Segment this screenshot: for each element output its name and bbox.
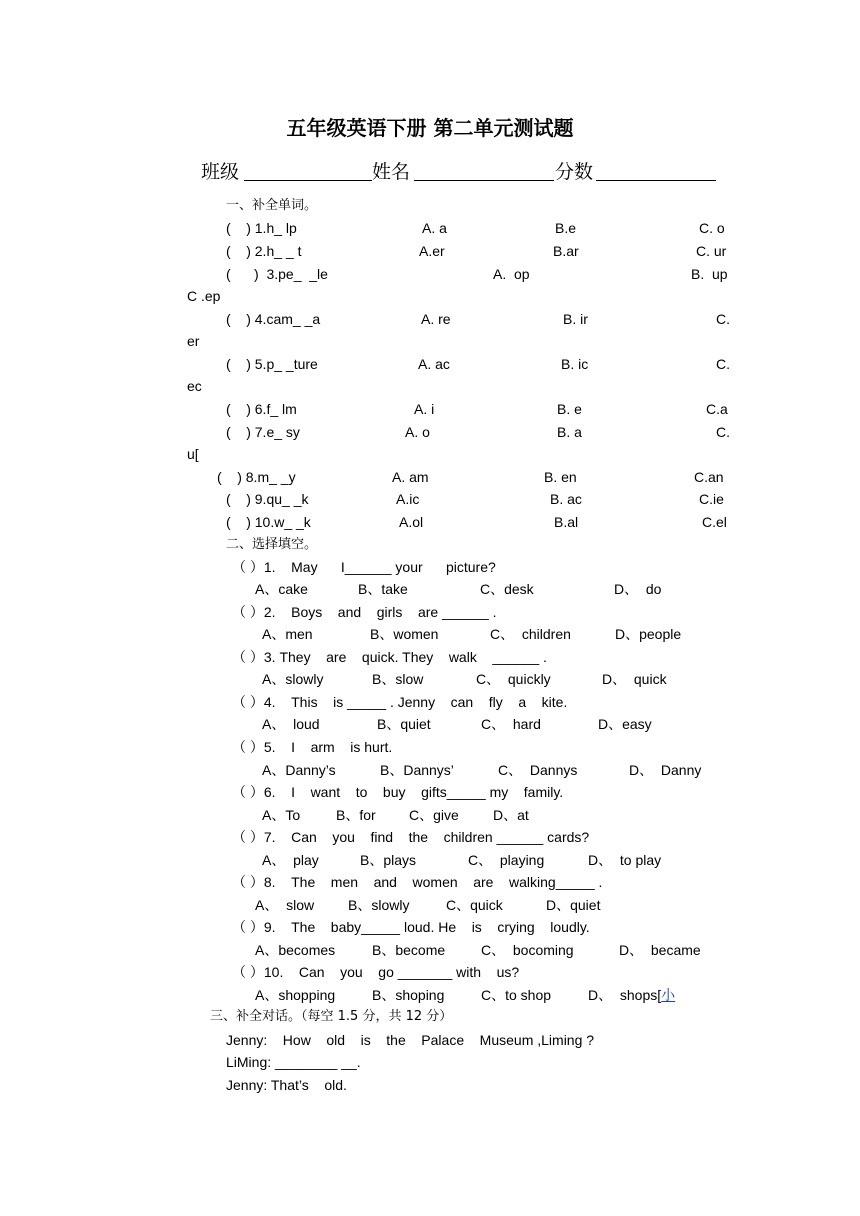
option-b: B、Dannys’ [380, 762, 454, 778]
option-b: B. ir [563, 311, 588, 327]
option-c: C.a [706, 401, 728, 417]
question: （ ）4. This is _____ . Jenny can fly a kite. [232, 694, 568, 710]
option-c: C、 hard [481, 716, 541, 732]
option-c: C. [716, 424, 730, 440]
option-c: C. [716, 356, 730, 372]
class-blank[interactable] [244, 162, 372, 181]
question: （ ）7. Can you find the children ______ cards? [232, 829, 590, 845]
option-a: A、becomes [255, 942, 336, 958]
option-a: A. re [421, 311, 451, 327]
option-d: D、easy [598, 716, 652, 732]
option-d: D、people [615, 626, 682, 642]
option-c: C、give [409, 807, 459, 823]
option-b: B、slow [372, 671, 424, 687]
option-b: B、plays [360, 852, 417, 868]
option-c-wrap: er [187, 333, 200, 349]
option-b: B. up [691, 266, 728, 282]
option-d [588, 986, 675, 1004]
option-c: C、 playing [468, 852, 545, 868]
option-b: B. ac [550, 491, 582, 507]
option-d: D、 became [619, 942, 701, 958]
question: ( ) 3.pe_ _le [226, 266, 328, 282]
page-title: 五年级英语下册 第二单元测试题 [286, 116, 574, 140]
question: （ ）6. I want to buy gifts_____ my family. [232, 784, 564, 800]
option-b: B.ar [553, 243, 579, 259]
option-a: A. op [493, 266, 530, 282]
option-d: D、 quick [602, 671, 667, 687]
option-c: C、desk [480, 581, 534, 597]
option-c: C.el [702, 514, 727, 530]
name-blank[interactable] [414, 162, 554, 181]
dialogue-line: Jenny: How old is the Palace Museum ,Liming ? [226, 1032, 595, 1048]
option-c: C. ur [696, 243, 727, 259]
option-c: C、quick [446, 897, 503, 913]
option-c: C.an [694, 469, 724, 485]
question: ( ) 10.w_ _k [226, 514, 311, 530]
class-label: 班级 [201, 161, 240, 183]
option-a: A、 play [262, 852, 319, 868]
option-a: A、slowly [262, 671, 324, 687]
option-a: A、shopping [255, 987, 336, 1003]
option-c: C. [716, 311, 730, 327]
score-blank[interactable] [596, 162, 716, 181]
option-b: B.al [554, 514, 579, 530]
section-3-heading: 三、补全对话。（每空 1.5 分，共 12 分） [210, 1009, 453, 1024]
option-d: D、 to play [588, 852, 662, 868]
name-label: 姓名 [372, 161, 411, 183]
option-a: A. a [422, 220, 447, 236]
option-b: B、quiet [377, 716, 431, 732]
option-d-text: D、 shops[ [588, 987, 662, 1003]
option-b: B、for [336, 807, 376, 823]
question: ( ) 7.e_ sy [226, 424, 300, 440]
option-c-wrap: ec [187, 378, 202, 394]
section-2-heading: 二、选择填空。 [226, 537, 318, 552]
question: ( ) 1.h_ lp [226, 220, 297, 236]
option-a: A. am [392, 469, 429, 485]
question: ( ) 6.f_ lm [226, 401, 297, 417]
option-a: A、Danny’s [262, 762, 336, 778]
option-c: C、 quickly [476, 671, 551, 687]
question: （ ）9. The baby_____ loud. He is crying loudly. [232, 919, 590, 935]
section-1-heading: 一、补全单词。 [226, 198, 318, 213]
option-d: D、at [493, 807, 529, 823]
option-b: B、slowly [348, 897, 410, 913]
option-b: B、women [370, 626, 439, 642]
option-a: A. o [405, 424, 430, 440]
question: ( ) 8.m_ _y [217, 469, 296, 485]
question: ( ) 9.qu_ _k [226, 491, 309, 507]
dialogue-line: LiMing: ________ __. [226, 1054, 361, 1070]
option-d: D、quiet [546, 897, 601, 913]
option-b: B. en [544, 469, 577, 485]
score-label: 分数 [555, 161, 594, 183]
option-c: C、 bocoming [481, 942, 574, 958]
option-c: C、 Dannys [498, 762, 578, 778]
hyperlink[interactable]: 小 [661, 987, 676, 1003]
option-c: C. o [699, 220, 725, 236]
option-a: A. ac [418, 356, 450, 372]
option-a: A、cake [255, 581, 308, 597]
option-c: C .ep [187, 288, 221, 304]
option-b: B. ic [561, 356, 589, 372]
option-a: A.er [419, 243, 445, 259]
question: （ ）3. They are quick. They walk ______ . [232, 649, 547, 665]
dialogue-line: Jenny: That’s old. [226, 1077, 347, 1093]
option-a: A、 loud [262, 716, 320, 732]
option-c: C、to shop [481, 987, 552, 1003]
question: （ ）8. The men and women are walking_____ . [232, 874, 603, 890]
option-b: B. a [557, 424, 582, 440]
option-a: A、To [262, 807, 301, 823]
option-c-wrap: u[ [187, 446, 199, 462]
option-a: A、men [262, 626, 313, 642]
question: （ ）5. I arm is hurt. [232, 739, 393, 755]
option-b: B.e [555, 220, 577, 236]
question: ( ) 4.cam_ _a [226, 311, 321, 327]
option-c: C.ie [699, 491, 724, 507]
option-a: A. i [414, 401, 435, 417]
option-b: B、take [358, 581, 408, 597]
option-b: B、become [372, 942, 446, 958]
option-a: A.ic [396, 491, 420, 507]
option-d: D、 Danny [629, 762, 702, 778]
option-a: A、 slow [255, 897, 315, 913]
question: （ ）10. Can you go _______ with us? [232, 964, 520, 980]
question: ( ) 2.h_ _ t [226, 243, 302, 259]
option-b: B、shoping [372, 987, 445, 1003]
question: （ ）1. May I______ your picture? [232, 559, 496, 575]
question: （ ）2. Boys and girls are ______ . [232, 604, 497, 620]
option-b: B. e [557, 401, 582, 417]
option-c: C、 children [490, 626, 571, 642]
option-a: A.ol [399, 514, 424, 530]
option-d: D、 do [614, 581, 662, 597]
question: ( ) 5.p_ _ture [226, 356, 318, 372]
